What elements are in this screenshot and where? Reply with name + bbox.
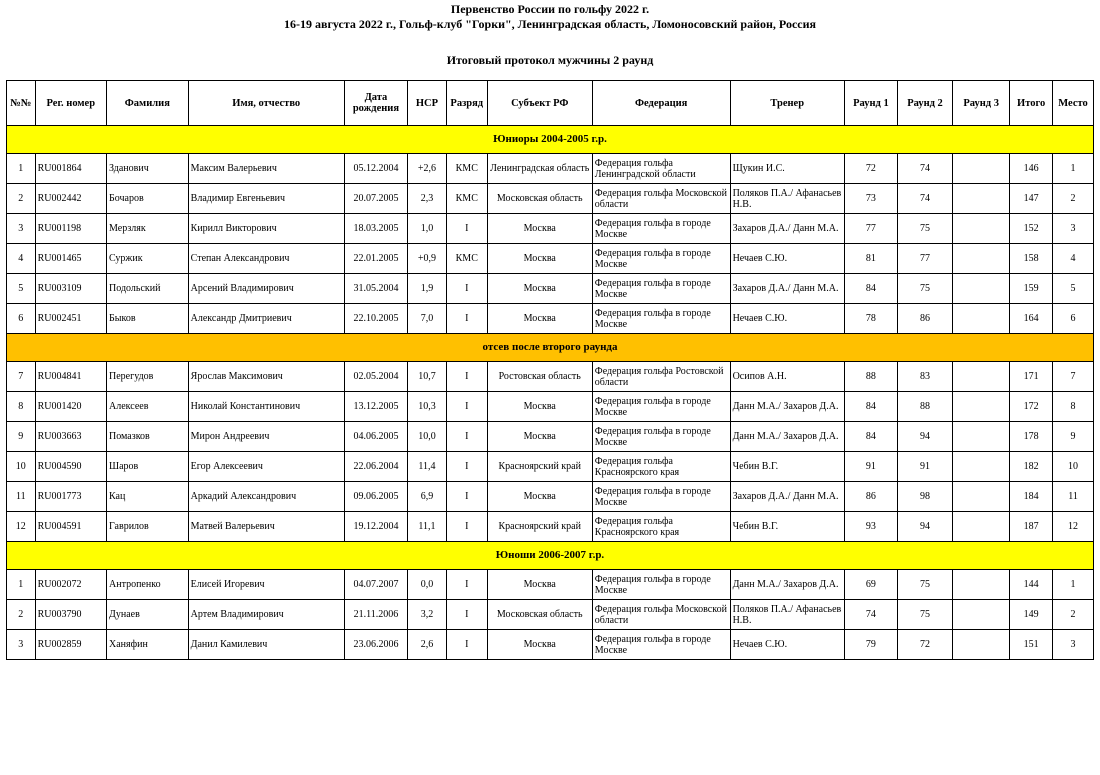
cell-first-name: Максим Валерьевич bbox=[188, 154, 344, 184]
cell-total: 182 bbox=[1010, 452, 1053, 482]
cell-round-3 bbox=[953, 244, 1010, 274]
cell-total: 171 bbox=[1010, 362, 1053, 392]
cell-round-1: 84 bbox=[844, 422, 897, 452]
table-row bbox=[7, 392, 1094, 422]
cell-rank: I bbox=[446, 512, 487, 542]
table-row bbox=[7, 570, 1094, 600]
cell-round-3 bbox=[953, 452, 1010, 482]
cell-last-name: Дунаев bbox=[107, 600, 189, 630]
cell-round-1: 72 bbox=[844, 154, 897, 184]
section-header-row bbox=[7, 126, 1094, 154]
cell-hcp: 0,0 bbox=[408, 570, 447, 600]
cell-round-3 bbox=[953, 184, 1010, 214]
cell-coach: Чебин В.Г. bbox=[730, 512, 844, 542]
cell-number: 3 bbox=[7, 214, 36, 244]
cell-federation: Федерация гольфа в городе Москве bbox=[592, 304, 730, 334]
col-header-last-name: Фамилия bbox=[107, 81, 189, 126]
cell-rank: КМС bbox=[446, 154, 487, 184]
cell-reg-number: RU002072 bbox=[35, 570, 106, 600]
cell-round-1: 69 bbox=[844, 570, 897, 600]
cell-round-2: 75 bbox=[897, 214, 952, 244]
event-details: 16-19 августа 2022 г., Гольф-клуб "Горки", Ленинградская область, Ломоносовский район, Россия bbox=[283, 17, 817, 31]
cell-hcp: 11,1 bbox=[408, 512, 447, 542]
cell-first-name: Артем Владимирович bbox=[188, 600, 344, 630]
cell-place: 1 bbox=[1053, 154, 1094, 184]
cell-round-2: 83 bbox=[897, 362, 952, 392]
cell-place: 2 bbox=[1053, 184, 1094, 214]
cell-number: 12 bbox=[7, 512, 36, 542]
cell-reg-number: RU002451 bbox=[35, 304, 106, 334]
cell-round-1: 74 bbox=[844, 600, 897, 630]
cell-federation: Федерация гольфа в городе Москве bbox=[592, 482, 730, 512]
cell-hcp: 2,3 bbox=[408, 184, 447, 214]
cell-birth-date: 04.06.2005 bbox=[344, 422, 407, 452]
cell-region: Москва bbox=[487, 214, 592, 244]
cell-region: Москва bbox=[487, 392, 592, 422]
cell-region: Красноярский край bbox=[487, 512, 592, 542]
championship-title: Первенство России по гольфу 2022 г. bbox=[450, 2, 650, 16]
cell-round-2: 74 bbox=[897, 184, 952, 214]
cell-round-3 bbox=[953, 304, 1010, 334]
cell-first-name: Егор Алексеевич bbox=[188, 452, 344, 482]
cell-first-name: Ярослав Максимович bbox=[188, 362, 344, 392]
cell-federation: Федерация гольфа в городе Москве bbox=[592, 274, 730, 304]
cell-federation: Федерация гольфа в городе Москве bbox=[592, 422, 730, 452]
cell-birth-date: 22.06.2004 bbox=[344, 452, 407, 482]
cell-hcp: +0,9 bbox=[408, 244, 447, 274]
cell-region: Москва bbox=[487, 244, 592, 274]
cell-round-1: 77 bbox=[844, 214, 897, 244]
col-header-federation: Федерация bbox=[592, 81, 730, 126]
cell-total: 184 bbox=[1010, 482, 1053, 512]
cell-rank: I bbox=[446, 630, 487, 660]
cell-hcp: 6,9 bbox=[408, 482, 447, 512]
cell-birth-date: 09.06.2005 bbox=[344, 482, 407, 512]
cell-rank: I bbox=[446, 304, 487, 334]
cell-place: 7 bbox=[1053, 362, 1094, 392]
table-row bbox=[7, 304, 1094, 334]
col-header-hcp: HCP bbox=[408, 81, 447, 126]
cell-federation: Федерация гольфа в городе Москве bbox=[592, 214, 730, 244]
cell-number: 9 bbox=[7, 422, 36, 452]
cell-region: Москва bbox=[487, 422, 592, 452]
cell-last-name: Подольский bbox=[107, 274, 189, 304]
cell-place: 11 bbox=[1053, 482, 1094, 512]
results-table bbox=[6, 80, 1094, 660]
cell-first-name: Данил Камилевич bbox=[188, 630, 344, 660]
cell-total: 164 bbox=[1010, 304, 1053, 334]
cell-number: 5 bbox=[7, 274, 36, 304]
cell-hcp: 10,0 bbox=[408, 422, 447, 452]
cell-round-1: 88 bbox=[844, 362, 897, 392]
cell-round-2: 91 bbox=[897, 452, 952, 482]
cell-first-name: Александр Дмитриевич bbox=[188, 304, 344, 334]
cell-federation: Федерация гольфа Московской области bbox=[592, 600, 730, 630]
cell-place: 3 bbox=[1053, 214, 1094, 244]
cell-first-name: Арсений Владимирович bbox=[188, 274, 344, 304]
cell-hcp: 1,0 bbox=[408, 214, 447, 244]
cell-round-2: 88 bbox=[897, 392, 952, 422]
cell-round-3 bbox=[953, 600, 1010, 630]
cell-coach: Щукин И.С. bbox=[730, 154, 844, 184]
cell-reg-number: RU001198 bbox=[35, 214, 106, 244]
cell-birth-date: 31.05.2004 bbox=[344, 274, 407, 304]
cell-round-3 bbox=[953, 362, 1010, 392]
cell-hcp: 10,3 bbox=[408, 392, 447, 422]
cell-region: Москва bbox=[487, 274, 592, 304]
cell-rank: I bbox=[446, 570, 487, 600]
cell-region: Москва bbox=[487, 570, 592, 600]
cell-coach: Поляков П.А./ Афанасьев Н.В. bbox=[730, 600, 844, 630]
col-header-first-name: Имя, отчество bbox=[188, 81, 344, 126]
cell-hcp: 7,0 bbox=[408, 304, 447, 334]
cell-round-1: 84 bbox=[844, 392, 897, 422]
cell-federation: Федерация гольфа в городе Москве bbox=[592, 630, 730, 660]
table-row bbox=[7, 214, 1094, 244]
cell-region: Московская область bbox=[487, 184, 592, 214]
cell-round-1: 93 bbox=[844, 512, 897, 542]
cell-round-1: 84 bbox=[844, 274, 897, 304]
cell-place: 9 bbox=[1053, 422, 1094, 452]
cell-round-3 bbox=[953, 214, 1010, 244]
cell-reg-number: RU004841 bbox=[35, 362, 106, 392]
cell-round-1: 86 bbox=[844, 482, 897, 512]
cell-round-2: 74 bbox=[897, 154, 952, 184]
cell-last-name: Быков bbox=[107, 304, 189, 334]
cell-total: 152 bbox=[1010, 214, 1053, 244]
section-title: Юниоры 2004-2005 г.р. bbox=[7, 126, 1094, 154]
cell-rank: I bbox=[446, 214, 487, 244]
col-header-rank: Разряд bbox=[446, 81, 487, 126]
cell-first-name: Степан Александрович bbox=[188, 244, 344, 274]
cell-birth-date: 20.07.2005 bbox=[344, 184, 407, 214]
cell-round-2: 94 bbox=[897, 512, 952, 542]
table-row bbox=[7, 274, 1094, 304]
cell-last-name: Кац bbox=[107, 482, 189, 512]
cell-round-1: 81 bbox=[844, 244, 897, 274]
cell-birth-date: 05.12.2004 bbox=[344, 154, 407, 184]
cell-last-name: Антропенко bbox=[107, 570, 189, 600]
table-row bbox=[7, 154, 1094, 184]
cell-number: 1 bbox=[7, 570, 36, 600]
cell-hcp: 11,4 bbox=[408, 452, 447, 482]
cell-round-3 bbox=[953, 512, 1010, 542]
cell-reg-number: RU002859 bbox=[35, 630, 106, 660]
cell-last-name: Ханяфин bbox=[107, 630, 189, 660]
table-row bbox=[7, 630, 1094, 660]
cell-first-name: Владимир Евгеньевич bbox=[188, 184, 344, 214]
cell-federation: Федерация гольфа Красноярского края bbox=[592, 452, 730, 482]
cell-rank: I bbox=[446, 482, 487, 512]
cell-total: 147 bbox=[1010, 184, 1053, 214]
cell-total: 151 bbox=[1010, 630, 1053, 660]
cell-number: 2 bbox=[7, 184, 36, 214]
cell-round-1: 79 bbox=[844, 630, 897, 660]
table-row bbox=[7, 362, 1094, 392]
section-header-row bbox=[7, 334, 1094, 362]
cell-federation: Федерация гольфа Московской области bbox=[592, 184, 730, 214]
cell-round-2: 86 bbox=[897, 304, 952, 334]
cell-coach: Захаров Д.А./ Данн М.А. bbox=[730, 214, 844, 244]
cell-round-3 bbox=[953, 274, 1010, 304]
cell-place: 1 bbox=[1053, 570, 1094, 600]
cell-last-name: Зданович bbox=[107, 154, 189, 184]
cell-first-name: Елисей Игоревич bbox=[188, 570, 344, 600]
cell-region: Московская область bbox=[487, 600, 592, 630]
cell-number: 10 bbox=[7, 452, 36, 482]
cell-first-name: Мирон Андреевич bbox=[188, 422, 344, 452]
cell-place: 2 bbox=[1053, 600, 1094, 630]
cell-round-2: 77 bbox=[897, 244, 952, 274]
cell-region: Москва bbox=[487, 482, 592, 512]
cell-number: 2 bbox=[7, 600, 36, 630]
table-row bbox=[7, 422, 1094, 452]
cell-birth-date: 13.12.2005 bbox=[344, 392, 407, 422]
cell-coach: Нечаев С.Ю. bbox=[730, 630, 844, 660]
cell-first-name: Кирилл Викторович bbox=[188, 214, 344, 244]
cell-coach: Осипов А.Н. bbox=[730, 362, 844, 392]
results-body bbox=[7, 126, 1094, 660]
cell-federation: Федерация гольфа Красноярского края bbox=[592, 512, 730, 542]
cell-last-name: Бочаров bbox=[107, 184, 189, 214]
cell-round-2: 94 bbox=[897, 422, 952, 452]
cell-rank: I bbox=[446, 274, 487, 304]
cell-coach: Захаров Д.А./ Данн М.А. bbox=[730, 482, 844, 512]
cell-coach: Чебин В.Г. bbox=[730, 452, 844, 482]
table-row bbox=[7, 184, 1094, 214]
col-header-round-2: Раунд 2 bbox=[897, 81, 952, 126]
cell-birth-date: 04.07.2007 bbox=[344, 570, 407, 600]
cell-coach: Нечаев С.Ю. bbox=[730, 304, 844, 334]
cell-reg-number: RU001420 bbox=[35, 392, 106, 422]
cell-region: Москва bbox=[487, 304, 592, 334]
col-header-total: Итого bbox=[1010, 81, 1053, 126]
cell-region: Ростовская область bbox=[487, 362, 592, 392]
cell-round-1: 91 bbox=[844, 452, 897, 482]
col-header-round-1: Раунд 1 bbox=[844, 81, 897, 126]
cell-hcp: 10,7 bbox=[408, 362, 447, 392]
cell-birth-date: 22.10.2005 bbox=[344, 304, 407, 334]
cell-round-3 bbox=[953, 422, 1010, 452]
table-row bbox=[7, 512, 1094, 542]
section-title: Юноши 2006-2007 г.р. bbox=[7, 542, 1094, 570]
cell-rank: I bbox=[446, 422, 487, 452]
cell-rank: КМС bbox=[446, 244, 487, 274]
cell-rank: I bbox=[446, 362, 487, 392]
cell-round-3 bbox=[953, 154, 1010, 184]
cell-federation: Федерация гольфа Ленинградской области bbox=[592, 154, 730, 184]
cell-hcp: 2,6 bbox=[408, 630, 447, 660]
cell-federation: Федерация гольфа в городе Москве bbox=[592, 392, 730, 422]
cell-reg-number: RU001864 bbox=[35, 154, 106, 184]
cell-region: Ленинградская область bbox=[487, 154, 592, 184]
cell-federation: Федерация гольфа в городе Москве bbox=[592, 244, 730, 274]
cell-number: 7 bbox=[7, 362, 36, 392]
col-header-birth-date: Дата рождения bbox=[344, 81, 407, 126]
cell-coach: Поляков П.А./ Афанасьев Н.В. bbox=[730, 184, 844, 214]
cell-place: 5 bbox=[1053, 274, 1094, 304]
cell-place: 6 bbox=[1053, 304, 1094, 334]
cell-reg-number: RU003663 bbox=[35, 422, 106, 452]
cell-number: 4 bbox=[7, 244, 36, 274]
cell-number: 3 bbox=[7, 630, 36, 660]
cell-last-name: Перегудов bbox=[107, 362, 189, 392]
cell-reg-number: RU004591 bbox=[35, 512, 106, 542]
cell-round-3 bbox=[953, 630, 1010, 660]
col-header-reg-number: Рег. номер bbox=[35, 81, 106, 126]
cell-last-name: Суржик bbox=[107, 244, 189, 274]
cell-last-name: Алексеев bbox=[107, 392, 189, 422]
protocol-title: Итоговый протокол мужчины 2 раунд bbox=[446, 53, 654, 67]
cell-coach: Данн М.А./ Захаров Д.А. bbox=[730, 570, 844, 600]
col-header-number: №№ bbox=[7, 81, 36, 126]
cell-reg-number: RU004590 bbox=[35, 452, 106, 482]
cell-round-3 bbox=[953, 570, 1010, 600]
cell-last-name: Помазков bbox=[107, 422, 189, 452]
cell-round-2: 75 bbox=[897, 274, 952, 304]
cell-number: 11 bbox=[7, 482, 36, 512]
table-row bbox=[7, 244, 1094, 274]
cell-region: Москва bbox=[487, 630, 592, 660]
cell-first-name: Аркадий Александрович bbox=[188, 482, 344, 512]
cell-rank: КМС bbox=[446, 184, 487, 214]
cell-coach: Нечаев С.Ю. bbox=[730, 244, 844, 274]
cell-total: 158 bbox=[1010, 244, 1053, 274]
cell-round-1: 78 bbox=[844, 304, 897, 334]
cell-birth-date: 02.05.2004 bbox=[344, 362, 407, 392]
cell-total: 146 bbox=[1010, 154, 1053, 184]
cell-round-2: 75 bbox=[897, 570, 952, 600]
cell-number: 1 bbox=[7, 154, 36, 184]
cell-hcp: 1,9 bbox=[408, 274, 447, 304]
cell-rank: I bbox=[446, 600, 487, 630]
table-row bbox=[7, 452, 1094, 482]
col-header-region: Субъект РФ bbox=[487, 81, 592, 126]
cell-first-name: Николай Константинович bbox=[188, 392, 344, 422]
cell-hcp: +2,6 bbox=[408, 154, 447, 184]
cell-reg-number: RU001465 bbox=[35, 244, 106, 274]
section-header-row bbox=[7, 542, 1094, 570]
cell-birth-date: 21.11.2006 bbox=[344, 600, 407, 630]
cell-place: 12 bbox=[1053, 512, 1094, 542]
cell-coach: Данн М.А./ Захаров Д.А. bbox=[730, 392, 844, 422]
table-row bbox=[7, 482, 1094, 512]
cell-place: 3 bbox=[1053, 630, 1094, 660]
cell-birth-date: 22.01.2005 bbox=[344, 244, 407, 274]
cell-place: 10 bbox=[1053, 452, 1094, 482]
cell-round-2: 72 bbox=[897, 630, 952, 660]
cell-reg-number: RU003790 bbox=[35, 600, 106, 630]
cell-federation: Федерация гольфа Ростовской области bbox=[592, 362, 730, 392]
section-title: отсев после второго раунда bbox=[7, 334, 1094, 362]
cell-rank: I bbox=[446, 392, 487, 422]
cell-first-name: Матвей Валерьевич bbox=[188, 512, 344, 542]
cell-total: 149 bbox=[1010, 600, 1053, 630]
cell-number: 8 bbox=[7, 392, 36, 422]
cell-place: 4 bbox=[1053, 244, 1094, 274]
cell-round-3 bbox=[953, 482, 1010, 512]
col-header-place: Место bbox=[1053, 81, 1094, 126]
cell-round-3 bbox=[953, 392, 1010, 422]
cell-total: 172 bbox=[1010, 392, 1053, 422]
cell-last-name: Шаров bbox=[107, 452, 189, 482]
col-header-coach: Тренер bbox=[730, 81, 844, 126]
cell-round-2: 98 bbox=[897, 482, 952, 512]
cell-round-2: 75 bbox=[897, 600, 952, 630]
header-row bbox=[7, 81, 1094, 126]
table-row bbox=[7, 600, 1094, 630]
cell-reg-number: RU003109 bbox=[35, 274, 106, 304]
cell-coach: Данн М.А./ Захаров Д.А. bbox=[730, 422, 844, 452]
cell-birth-date: 18.03.2005 bbox=[344, 214, 407, 244]
cell-number: 6 bbox=[7, 304, 36, 334]
cell-place: 8 bbox=[1053, 392, 1094, 422]
cell-hcp: 3,2 bbox=[408, 600, 447, 630]
cell-rank: I bbox=[446, 452, 487, 482]
cell-last-name: Мерзляк bbox=[107, 214, 189, 244]
cell-birth-date: 23.06.2006 bbox=[344, 630, 407, 660]
cell-federation: Федерация гольфа в городе Москве bbox=[592, 570, 730, 600]
cell-last-name: Гаврилов bbox=[107, 512, 189, 542]
cell-total: 178 bbox=[1010, 422, 1053, 452]
cell-birth-date: 19.12.2004 bbox=[344, 512, 407, 542]
cell-reg-number: RU002442 bbox=[35, 184, 106, 214]
cell-reg-number: RU001773 bbox=[35, 482, 106, 512]
cell-total: 159 bbox=[1010, 274, 1053, 304]
cell-total: 187 bbox=[1010, 512, 1053, 542]
col-header-round-3: Раунд 3 bbox=[953, 81, 1010, 126]
cell-region: Красноярский край bbox=[487, 452, 592, 482]
cell-coach: Захаров Д.А./ Данн М.А. bbox=[730, 274, 844, 304]
cell-total: 144 bbox=[1010, 570, 1053, 600]
cell-round-1: 73 bbox=[844, 184, 897, 214]
